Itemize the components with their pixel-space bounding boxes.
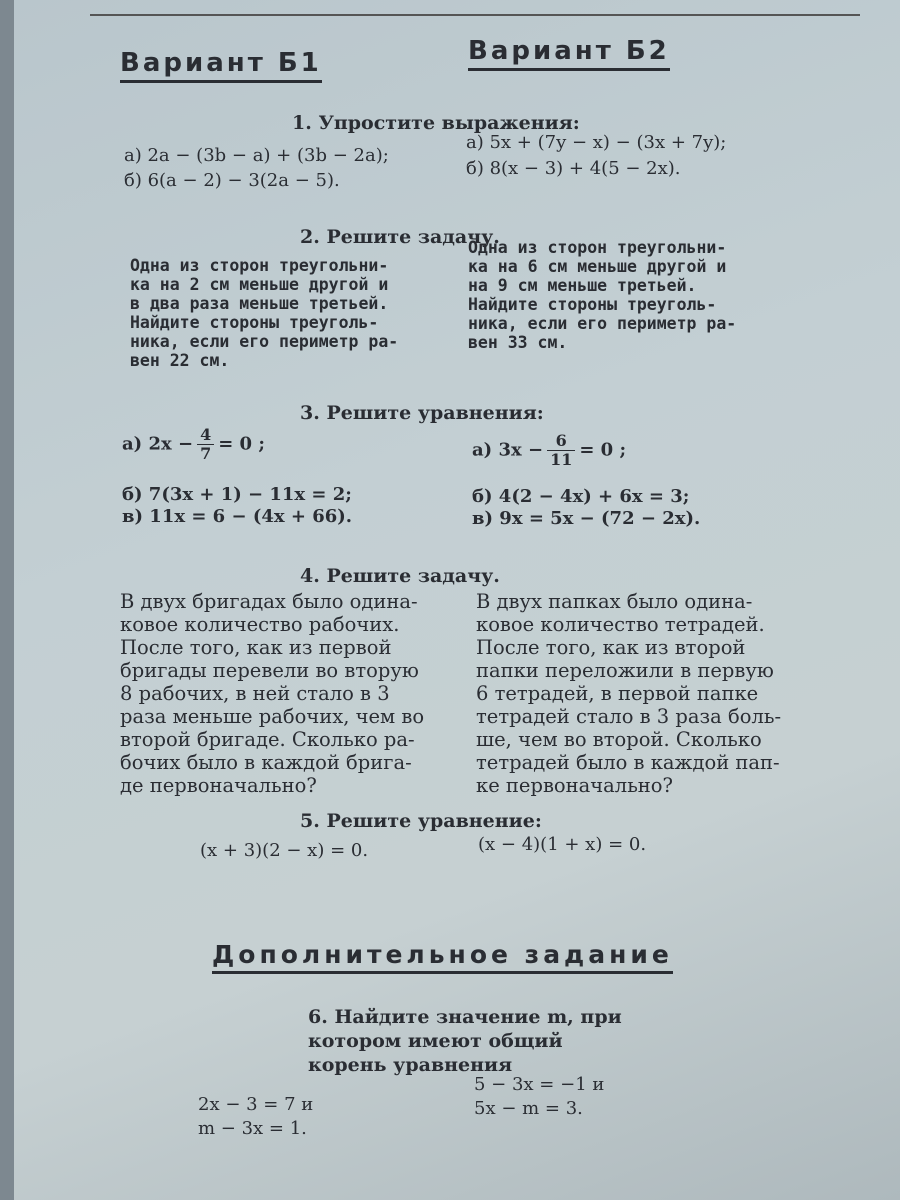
fraction: [547, 432, 575, 469]
top-rule: [90, 0, 860, 16]
task6-heading: 6. Найдите значение m, при котором имеют общий корень уравнения: [308, 1006, 622, 1076]
task2-heading: 2. Решите задачу.: [300, 226, 500, 248]
fraction-denominator: 7: [200, 444, 212, 463]
fraction-numerator: 6: [547, 432, 575, 451]
task3-right-c: в) 9x = 5x − (72 − 2x).: [472, 508, 701, 529]
task2-right-text: Одна из сторон треугольни- ка на 6 см меньше другой и на 9 см меньше третьей. Найдите стороны треуголь- ника, если его периметр ра- вен 33 см.: [468, 238, 737, 352]
variant-right-title: Вариант Б2: [468, 36, 670, 71]
task6-right-1: 5 − 3x = −1 и: [474, 1074, 605, 1095]
task5-right: (x − 4)(1 + x) = 0.: [478, 834, 647, 855]
task3-right-a-suffix: = 0 ;: [579, 439, 627, 461]
task3-right-a: [472, 432, 626, 469]
task6-right-2: 5x − m = 3.: [474, 1098, 583, 1119]
task5-left: (x + 3)(2 − x) = 0.: [200, 840, 369, 861]
extra-task-title: Дополнительное задание: [212, 940, 673, 974]
task3-left-c: в) 11x = 6 − (4x + 66).: [122, 506, 353, 527]
page-edge: [0, 0, 14, 1200]
task3-left-a: [122, 426, 265, 463]
task1-left-b: б) 6(a − 2) − 3(2a − 5).: [124, 170, 340, 191]
task3-left-a-prefix: а) 2x −: [122, 433, 194, 455]
task4-right-text: В двух папках было одина- ковое количество тетрадей. После того, как из второй папки переложили в первую 6 тетрадей, в первой папке тетрадей стало в 3 раза боль- ше, чем во второй. Сколько тетрадей было в каждой пап- ке первоначально?: [476, 590, 782, 797]
task3-left-a-suffix: = 0 ;: [218, 433, 265, 455]
task1-heading: 1. Упростите выражения:: [292, 112, 580, 134]
task3-right-a-prefix: а) 3x −: [472, 439, 544, 461]
fraction: [197, 426, 214, 463]
task2-left-text: Одна из сторон треугольни- ка на 2 см меньше другой и в два раза меньше третьей. Найдите стороны треуголь- ника, если его периметр ра- вен 22 см.: [130, 256, 399, 370]
task5-heading: 5. Решите уравнение:: [300, 810, 542, 832]
task3-right-b: б) 4(2 − 4x) + 6x = 3;: [472, 486, 690, 507]
task6-left-2: m − 3x = 1.: [198, 1118, 307, 1139]
task6-left-1: 2x − 3 = 7 и: [198, 1094, 314, 1115]
fraction-numerator: 4: [197, 426, 214, 445]
task4-heading: 4. Решите задачу.: [300, 565, 500, 587]
fraction-denominator: 11: [550, 450, 573, 469]
task4-left-text: В двух бригадах было одина- ковое количество рабочих. После того, как из первой бригады перевели во вторую 8 рабочих, в ней стало в 3 раза меньше рабочих, чем во второй бригаде. Сколько ра- бочих было в каждой брига- де первоначально?: [120, 590, 425, 797]
task1-right-b: б) 8(x − 3) + 4(5 − 2x).: [466, 158, 681, 179]
task3-heading: 3. Решите уравнения:: [300, 402, 544, 424]
task1-left-a: а) 2a − (3b − a) + (3b − 2a);: [124, 145, 389, 166]
task3-left-b: б) 7(3x + 1) − 11x = 2;: [122, 484, 352, 505]
variant-left-title: Вариант Б1: [120, 48, 322, 83]
task1-right-a: а) 5x + (7y − x) − (3x + 7y);: [466, 132, 727, 153]
